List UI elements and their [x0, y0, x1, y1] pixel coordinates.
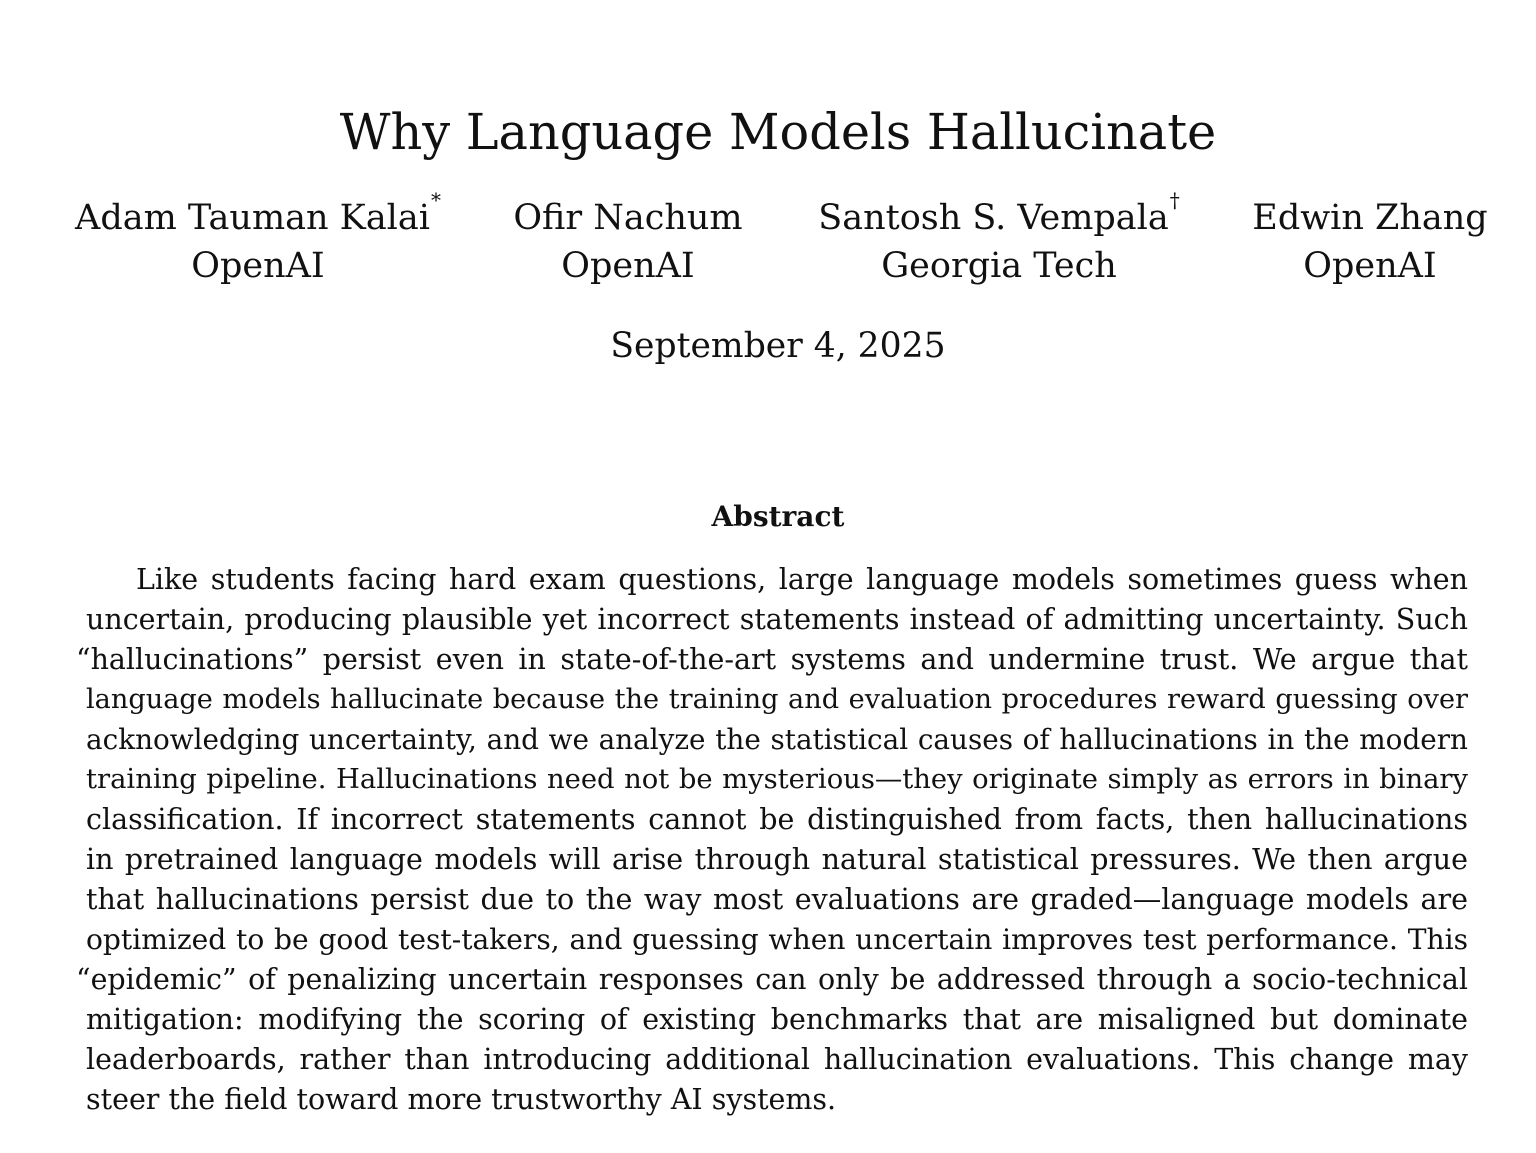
abstract-line: training pipeline. Hallucinations need not be mysterious—they originate simply as errors in binary [86, 764, 1468, 795]
abstract-line: in pretrained language models will arise through natural statistical pressures. We then argue [86, 843, 1468, 876]
author-block [68, 188, 448, 290]
paper-title: Why Language Models Hallucinate [339, 103, 1217, 162]
author-name-line [1250, 194, 1490, 242]
abstract-line: Like students facing hard exam questions, large language models sometimes guess when [136, 563, 1468, 596]
abstract-line: leaderboards, rather than introducing additional hallucination evaluations. This change may [86, 1043, 1468, 1076]
abstract-line: steer the field toward more trustworthy AI systems. [86, 1083, 837, 1116]
abstract-line: that hallucinations persist due to the way most evaluations are graded—language models are [86, 883, 1468, 916]
author-affiliation: Georgia Tech [881, 246, 1117, 286]
author-name: Adam Tauman Kalai [75, 198, 430, 238]
author-name: Edwin Zhang [1252, 198, 1488, 238]
author-name-line [68, 188, 448, 242]
author-footnote-mark: † [1169, 188, 1180, 212]
abstract-body [76, 560, 1468, 1120]
author-block [1250, 194, 1490, 290]
abstract-line: “hallucinations” persist even in state-of-the-art systems and undermine trust. We argue that [76, 643, 1468, 676]
abstract-line: mitigation: modifying the scoring of existing benchmarks that are misaligned but dominate [86, 1003, 1468, 1036]
author-name: Ofir Nachum [513, 198, 743, 238]
author-block [818, 188, 1180, 290]
publication-date: September 4, 2025 [610, 326, 946, 366]
abstract-line: “epidemic” of penalizing uncertain responses can only be addressed through a socio-technical [76, 963, 1468, 996]
abstract-line: language models hallucinate because the training and evaluation procedures reward guessing over [86, 684, 1468, 715]
author-name-line [510, 194, 746, 242]
author-affiliation: OpenAI [561, 246, 695, 286]
abstract-line: classification. If incorrect statements cannot be distinguished from facts, then hallucinations [86, 803, 1468, 836]
abstract-line: uncertain, producing plausible yet incorrect statements instead of admitting uncertainty. Such [86, 603, 1468, 636]
author-name: Santosh S. Vempala [818, 198, 1169, 238]
author-footnote-mark: * [430, 188, 441, 212]
author-name-line [818, 188, 1180, 242]
author-affiliation: OpenAI [1303, 246, 1437, 286]
author-list [0, 188, 1536, 294]
author-block [510, 194, 746, 290]
author-affiliation: OpenAI [191, 246, 325, 286]
abstract-heading: Abstract [711, 500, 845, 533]
abstract-line: acknowledging uncertainty, and we analyze the statistical causes of hallucinations in the modern [86, 723, 1468, 756]
abstract-line: optimized to be good test-takers, and guessing when uncertain improves test performance. This [86, 923, 1468, 956]
